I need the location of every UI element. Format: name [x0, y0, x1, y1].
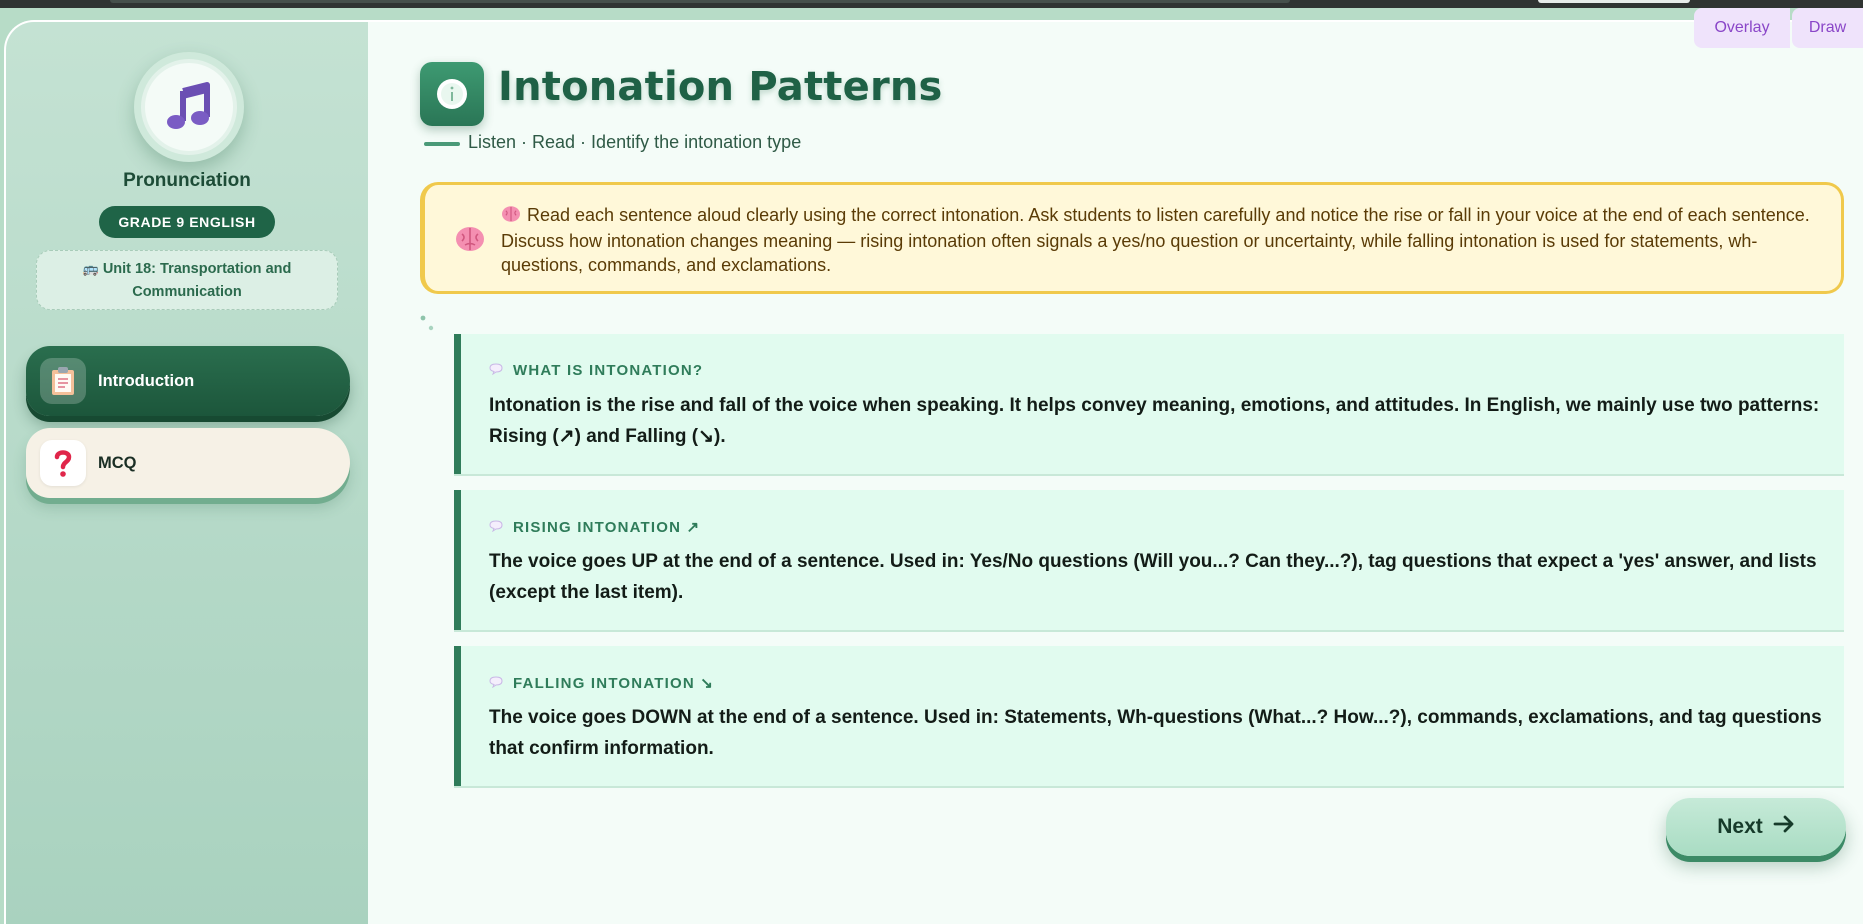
page-title: Intonation Patterns [498, 64, 943, 110]
instruction-body: Read each sentence aloud clearly using the correct intonation. Ask students to listen carefully and notice the rise or fall in your voice at the end of each sentence. Discuss how intonation changes meaning — rising intonation often signals a yes/no question or uncertainty, while falling intonation is used for statements, wh-questions, commands, and exclamations. [501, 205, 1810, 275]
speech-bubble-icon [489, 362, 503, 379]
nav-item-introduction[interactable] [26, 346, 350, 416]
nav-label-introduction: Introduction [98, 371, 195, 390]
main-content [368, 22, 1863, 924]
lesson-app [4, 20, 1863, 924]
arrow-right-icon [1773, 815, 1795, 839]
decorative-dots [420, 314, 440, 338]
next-label: Next [1717, 815, 1763, 838]
grade-badge: GRADE 9 ENGLISH [99, 206, 275, 238]
sidebar [6, 22, 368, 924]
browser-top-bar [0, 0, 1863, 8]
info-card-falling-intonation [454, 646, 1844, 786]
bus-icon: 🚌 [82, 261, 99, 276]
card-label: FALLING INTONATION ↘ [513, 675, 715, 692]
browser-control-edge [1538, 0, 1690, 3]
nav-label-mcq: MCQ [98, 453, 137, 472]
topic-title: Pronunciation [123, 170, 251, 191]
question-mark-icon [40, 440, 86, 486]
card-label: WHAT IS INTONATION? [513, 362, 704, 379]
teacher-instruction-box [420, 182, 1844, 294]
card-body: Intonation is the rise and fall of the voice when speaking. It helps convey meaning, emotions, and attitudes. In English, we mainly use two patterns: Rising (↗) and Falling (↘). [489, 395, 1820, 447]
speech-bubble-icon [489, 519, 503, 536]
nav-item-mcq[interactable] [26, 428, 350, 498]
address-bar-edge [110, 0, 1290, 3]
card-label: RISING INTONATION ↗ [513, 519, 701, 536]
page-subtitle: Listen · Read · Identify the intonation type [468, 132, 802, 152]
instruction-text [501, 203, 1831, 277]
topic-logo [134, 52, 244, 162]
card-body: The voice goes UP at the end of a sentence. Used in: Yes/No questions (Will you...? Can they...?), tag questions that expect a 'yes' answer, and lists (except the last item). [489, 551, 1817, 603]
info-card-rising-intonation [454, 490, 1844, 630]
unit-label: Unit 18: Transportation and Communication [102, 261, 292, 300]
brain-icon-small [501, 205, 521, 229]
unit-box [36, 250, 338, 310]
music-note-icon [163, 81, 215, 133]
subtitle-accent-line [424, 142, 460, 146]
brain-icon [455, 225, 485, 257]
clipboard-icon [40, 358, 86, 404]
speech-bubble-icon [489, 675, 503, 692]
info-icon [420, 62, 484, 126]
overlay-button[interactable]: Overlay [1694, 8, 1790, 48]
next-button[interactable] [1666, 798, 1846, 856]
draw-button[interactable]: Draw [1792, 8, 1863, 48]
info-card-what-is-intonation [454, 334, 1844, 474]
card-body: The voice goes DOWN at the end of a sentence. Used in: Statements, Wh-questions (What...? How...?), commands, exclamations, and tag questions that confirm information. [489, 707, 1822, 759]
